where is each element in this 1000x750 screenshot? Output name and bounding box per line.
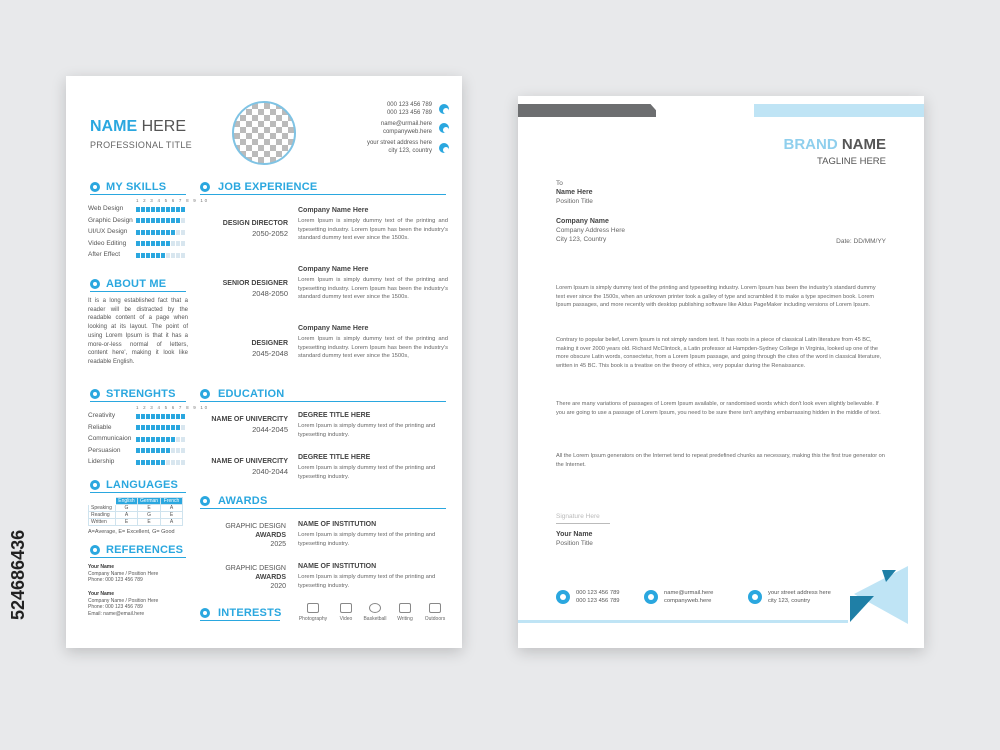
job-years: 2050-2052 xyxy=(252,229,288,238)
award-1-right xyxy=(298,521,448,548)
edu-years: 2044-2045 xyxy=(252,425,288,434)
skills-title: MY SKILLS xyxy=(106,181,167,193)
about-title: ABOUT ME xyxy=(106,278,167,290)
footer-phone-1: 000 123 456 789 xyxy=(576,590,620,596)
strengths-bar xyxy=(136,448,186,453)
strengths-label: Lidership xyxy=(88,458,115,465)
experience-icon xyxy=(200,182,210,192)
skills-label: After Effect xyxy=(88,251,121,258)
interest-label: Photography xyxy=(298,616,328,622)
awards-icon xyxy=(200,496,210,506)
contact-phone-2: 000 123 456 789 xyxy=(386,110,432,116)
footer-web xyxy=(664,589,713,605)
brand-first: BRAND xyxy=(783,136,838,153)
reference-phone: Phone: 000 123 456 789 xyxy=(88,577,143,584)
strengths-bar-fill xyxy=(136,460,166,465)
edu-1-left xyxy=(188,416,288,434)
award-year: 2020 xyxy=(270,583,286,590)
recipient xyxy=(556,179,593,206)
lang-cell: G xyxy=(116,505,138,512)
edu-1-right xyxy=(298,412,448,439)
award-title: GRAPHIC DESIGN xyxy=(225,565,286,572)
skills-bar xyxy=(136,241,186,246)
interest-label: Outdoors xyxy=(424,616,446,622)
lang-cell: E xyxy=(138,505,161,512)
award-subtitle: AWARDS xyxy=(255,574,286,581)
footer-address xyxy=(768,589,831,605)
letter-date: Date: DD/MM/YY xyxy=(836,238,886,245)
reference-company: Company Name / Position Here xyxy=(88,597,159,604)
signer-name: Your Name xyxy=(556,531,593,538)
send-icon xyxy=(439,123,449,133)
references-icon xyxy=(90,545,100,555)
professional-title: PROFESSIONAL TITLE xyxy=(90,140,192,150)
letter-paragraph-2: Contrary to popular belief, Lorem Ipsum is not simply random text. It has roots in a piece of classical Latin literature from 45 BC, making it over 2000 years old. Richard McClintock, a Latin professor at Hampden-Sydney College in Virginia, looked up one of the more obscure Latin words, consectetur, from a Lorem Ipsum passage, and going through the cites of the word in classical literature, written in 45 BC. This book is a treatise on the theory of ethics, very popular during the Renaissance. xyxy=(556,337,882,369)
lang-cell: E xyxy=(161,512,183,519)
edu-description: Lorem Ipsum is simply dummy text of the printing and typesetting industry. xyxy=(298,423,436,438)
interests-icon xyxy=(200,608,210,618)
letterhead-page xyxy=(518,96,924,648)
resume-name xyxy=(90,118,186,136)
skills-bar xyxy=(136,253,186,258)
footer-triangles xyxy=(848,564,914,626)
skills-bar-fill xyxy=(136,230,176,235)
signer-position: Position Title xyxy=(556,540,593,547)
award-description: Lorem Ipsum is simply dummy text of the printing and typesetting industry. xyxy=(298,532,436,547)
job-role: SENIOR DESIGNER xyxy=(222,280,288,287)
references-rule xyxy=(90,557,186,558)
phone-icon xyxy=(439,104,449,114)
camera-icon xyxy=(307,603,319,613)
edu-degree: DEGREE TITLE HERE xyxy=(298,454,371,461)
strengths-label: Creativity xyxy=(88,412,116,419)
strengths-scale: 1 2 3 4 5 6 7 8 9 10 xyxy=(136,405,209,410)
lang-header-english: English xyxy=(116,498,138,505)
company-address: Company Address Here xyxy=(556,227,626,234)
job-3-left xyxy=(196,340,288,358)
lang-cell: A xyxy=(116,512,138,519)
lang-cell: G xyxy=(138,512,161,519)
experience-title: JOB EXPERIENCE xyxy=(218,181,318,193)
languages-icon xyxy=(90,480,100,490)
header-gray-band xyxy=(518,104,662,117)
resume-page xyxy=(66,76,462,648)
job-role: DESIGNER xyxy=(251,340,288,347)
basketball-icon xyxy=(369,603,381,613)
location-icon xyxy=(439,143,449,153)
languages-table xyxy=(88,497,183,526)
signature: Signature Here xyxy=(556,513,600,520)
profile-photo xyxy=(232,101,296,165)
strengths-title: STRENGHTS xyxy=(106,388,176,400)
awards-title: AWARDS xyxy=(218,495,268,507)
brand-name xyxy=(783,136,886,153)
strengths-bar xyxy=(136,414,186,419)
skills-label: UI/UX Design xyxy=(88,228,128,235)
lang-row-label: Written xyxy=(89,519,116,526)
award-2-left xyxy=(188,564,286,591)
job-description: Lorem Ipsum is simply dummy text of the printing and typesetting industry. Lorem Ipsum has been the industry's standard dummy text ever since the 1500s. xyxy=(298,218,448,242)
strengths-label: Persuasion xyxy=(88,446,121,454)
lang-cell: E xyxy=(138,519,161,526)
strengths-bar-fill xyxy=(136,437,176,442)
award-subtitle: AWARDS xyxy=(255,532,286,539)
reference-email: Email: name@email.here xyxy=(88,610,145,617)
letter-paragraph-3: There are many variations of passages of Lorem Ipsum available, or randomised words which don't look even slightly believable. If you are going to use a passage of Lorem Ipsum, you need to be sure there isn't anything embarrassing hidden in the middle of text. xyxy=(556,401,881,416)
footer-band xyxy=(518,620,848,623)
edu-school: NAME OF UNIVERCITY xyxy=(211,458,288,465)
lang-header-french: French xyxy=(161,498,183,505)
job-years: 2048-2050 xyxy=(252,289,288,298)
languages-rule xyxy=(90,492,186,493)
lang-cell: A xyxy=(161,519,183,526)
send-icon xyxy=(644,590,658,604)
phone-icon xyxy=(556,590,570,604)
letter-paragraph-1: Lorem Ipsum is simply dummy text of the printing and typesetting industry. Lorem Ipsum has been the industry's standard dummy text ever since the 1500s, when an unknown printer took a galley of type and scrambled it to make a type specimen book. Lorem Ipsum passages, and more recently with desktop publishing software like Aldus PageMaker including versions of Lorem Ipsum. xyxy=(556,285,876,309)
about-icon xyxy=(90,279,100,289)
footer-email: name@urmail.here xyxy=(664,590,714,596)
pen-icon xyxy=(399,603,411,613)
triangle-light xyxy=(854,566,908,624)
skills-bar-fill xyxy=(136,253,166,258)
recipient-position: Position Title xyxy=(556,198,593,205)
letter-paragraph-4: All the Lorem Ipsum generators on the Internet tend to repeat predefined chunks as necessary, making this the first true generator on the Internet. xyxy=(556,453,885,468)
strengths-bar-fill xyxy=(136,414,186,419)
footer-phone-2: 000 123 456 789 xyxy=(576,598,620,604)
contact-phones xyxy=(387,101,432,117)
signature-line xyxy=(556,523,610,524)
education-icon xyxy=(200,389,210,399)
contact-address-1: your street address here xyxy=(366,140,432,146)
reference-company: Company Name / Position Here xyxy=(88,570,159,577)
interests-title: INTERESTS xyxy=(218,607,282,619)
footer-phones xyxy=(576,589,620,605)
award-2-right xyxy=(298,563,448,590)
contact-address xyxy=(367,139,432,155)
strengths-icon xyxy=(90,389,100,399)
job-1-left xyxy=(196,220,288,238)
brand-last: NAME xyxy=(841,136,886,153)
name-last: HERE xyxy=(141,118,187,135)
edu-2-left xyxy=(188,458,288,476)
about-text: It is a long established fact that a reader will be distracted by the readable content of a page when looking at its layout. The point of using Lorem Ipsum is that it has a more-or-less normal of letters, content here', making it look like readable English. xyxy=(88,298,188,365)
skills-bar-fill xyxy=(136,207,186,212)
awards-rule xyxy=(200,508,446,509)
job-company: Company Name Here xyxy=(298,266,369,273)
strengths-rule xyxy=(90,401,186,402)
references-title: REFERENCES xyxy=(106,544,184,556)
footer-address-1: your street address here xyxy=(768,590,831,596)
reference-name: Your Name xyxy=(88,564,115,570)
languages-legend: A=Average, E= Excellent, G= Good xyxy=(88,529,175,535)
company-name: Company Name xyxy=(556,218,609,225)
lang-row-label: Reading xyxy=(89,512,116,519)
job-company: Company Name Here xyxy=(298,325,369,332)
lang-cell: E xyxy=(116,519,138,526)
to-label: To xyxy=(556,180,563,187)
education-rule xyxy=(200,401,446,402)
interest-label: Writing xyxy=(397,616,413,622)
strengths-bar-fill xyxy=(136,425,181,430)
job-description: Lorem Ipsum is simply dummy text of the printing and typesetting industry. Lorem Ipsum has been the industry's standard dummy text ever since the 1500s. xyxy=(298,277,448,301)
job-2-left xyxy=(196,280,288,298)
skills-bar-fill xyxy=(136,218,181,223)
languages-title: LANGUAGES xyxy=(106,479,179,491)
interests-rule xyxy=(200,620,280,621)
skills-icon xyxy=(90,182,100,192)
contact-website: companyweb.here xyxy=(382,129,432,135)
reference-2 xyxy=(88,591,158,617)
award-institution: NAME OF INSTITUTION xyxy=(298,521,377,528)
contact-address-2: city 123, country xyxy=(388,148,432,154)
skills-rule xyxy=(90,194,186,195)
company-block xyxy=(556,217,625,244)
footer-address-2: city 123, country xyxy=(768,598,811,604)
award-year: 2025 xyxy=(270,541,286,548)
strengths-bar-fill xyxy=(136,448,171,453)
edu-description: Lorem Ipsum is simply dummy text of the printing and typesetting industry. xyxy=(298,465,436,480)
edu-2-right xyxy=(298,454,448,481)
strengths-bar xyxy=(136,437,186,442)
award-institution: NAME OF INSTITUTION xyxy=(298,563,377,570)
edu-years: 2040-2044 xyxy=(252,467,288,476)
edu-degree: DEGREE TITLE HERE xyxy=(298,412,371,419)
lang-row-label: Speaking xyxy=(89,505,116,512)
signer xyxy=(556,530,593,548)
award-description: Lorem Ipsum is simply dummy text of the printing and typesetting industry. xyxy=(298,574,436,589)
contact-phone-1: 000 123 456 789 xyxy=(386,102,432,108)
skills-scale: 1 2 3 4 5 6 7 8 9 10 xyxy=(136,198,209,203)
edu-school: NAME OF UNIVERCITY xyxy=(211,416,288,423)
header-gap xyxy=(656,108,756,117)
strengths-bar xyxy=(136,425,186,430)
job-role: DESIGN DIRECTOR xyxy=(222,220,288,227)
skills-label: Web Design xyxy=(88,205,124,212)
company-city: City 123, Country xyxy=(556,236,607,243)
name-first: NAME xyxy=(90,118,138,135)
reference-phone: Phone: 000 123 456 789 xyxy=(88,604,143,611)
education-title: EDUCATION xyxy=(218,388,285,400)
about-rule xyxy=(90,291,186,292)
award-title: GRAPHIC DESIGN xyxy=(225,523,286,530)
skills-label: Video Editing xyxy=(88,239,127,247)
contact-email: name@urmail.here xyxy=(380,121,432,127)
reference-1 xyxy=(88,564,158,584)
strengths-label: Communicaion xyxy=(88,435,132,442)
job-2-right xyxy=(298,266,448,302)
recipient-name: Name Here xyxy=(556,189,593,196)
header-blue-band xyxy=(754,104,924,117)
lang-cell: A xyxy=(161,505,183,512)
job-1-right xyxy=(298,207,448,243)
experience-rule xyxy=(200,194,446,195)
stock-id: 524686436 xyxy=(8,529,28,620)
footer-website: companyweb.here xyxy=(664,598,712,604)
job-company: Company Name Here xyxy=(298,207,369,214)
strengths-label: Reliable xyxy=(88,423,112,431)
contact-web xyxy=(381,120,432,136)
location-icon xyxy=(748,590,762,604)
skills-label: Graphic Design xyxy=(88,216,133,224)
skills-bar xyxy=(136,207,186,212)
strengths-bar xyxy=(136,460,186,465)
tagline: TAGLINE HERE xyxy=(817,156,886,167)
reference-name: Your Name xyxy=(88,591,115,597)
job-3-right xyxy=(298,325,448,361)
interest-label: Video xyxy=(339,616,353,622)
job-years: 2045-2048 xyxy=(252,349,288,358)
skills-bar-fill xyxy=(136,241,171,246)
tree-icon xyxy=(429,603,441,613)
job-description: Lorem Ipsum is simply dummy text of the printing and typesetting industry. Lorem Ipsum has been the industry's standard dummy text ever since the 1500s, xyxy=(298,336,448,360)
interest-label: Basketball xyxy=(363,616,387,622)
lang-header-german: German xyxy=(138,498,161,505)
video-icon xyxy=(340,603,352,613)
skills-bar xyxy=(136,230,186,235)
award-1-left xyxy=(188,522,286,549)
skills-bar xyxy=(136,218,186,223)
